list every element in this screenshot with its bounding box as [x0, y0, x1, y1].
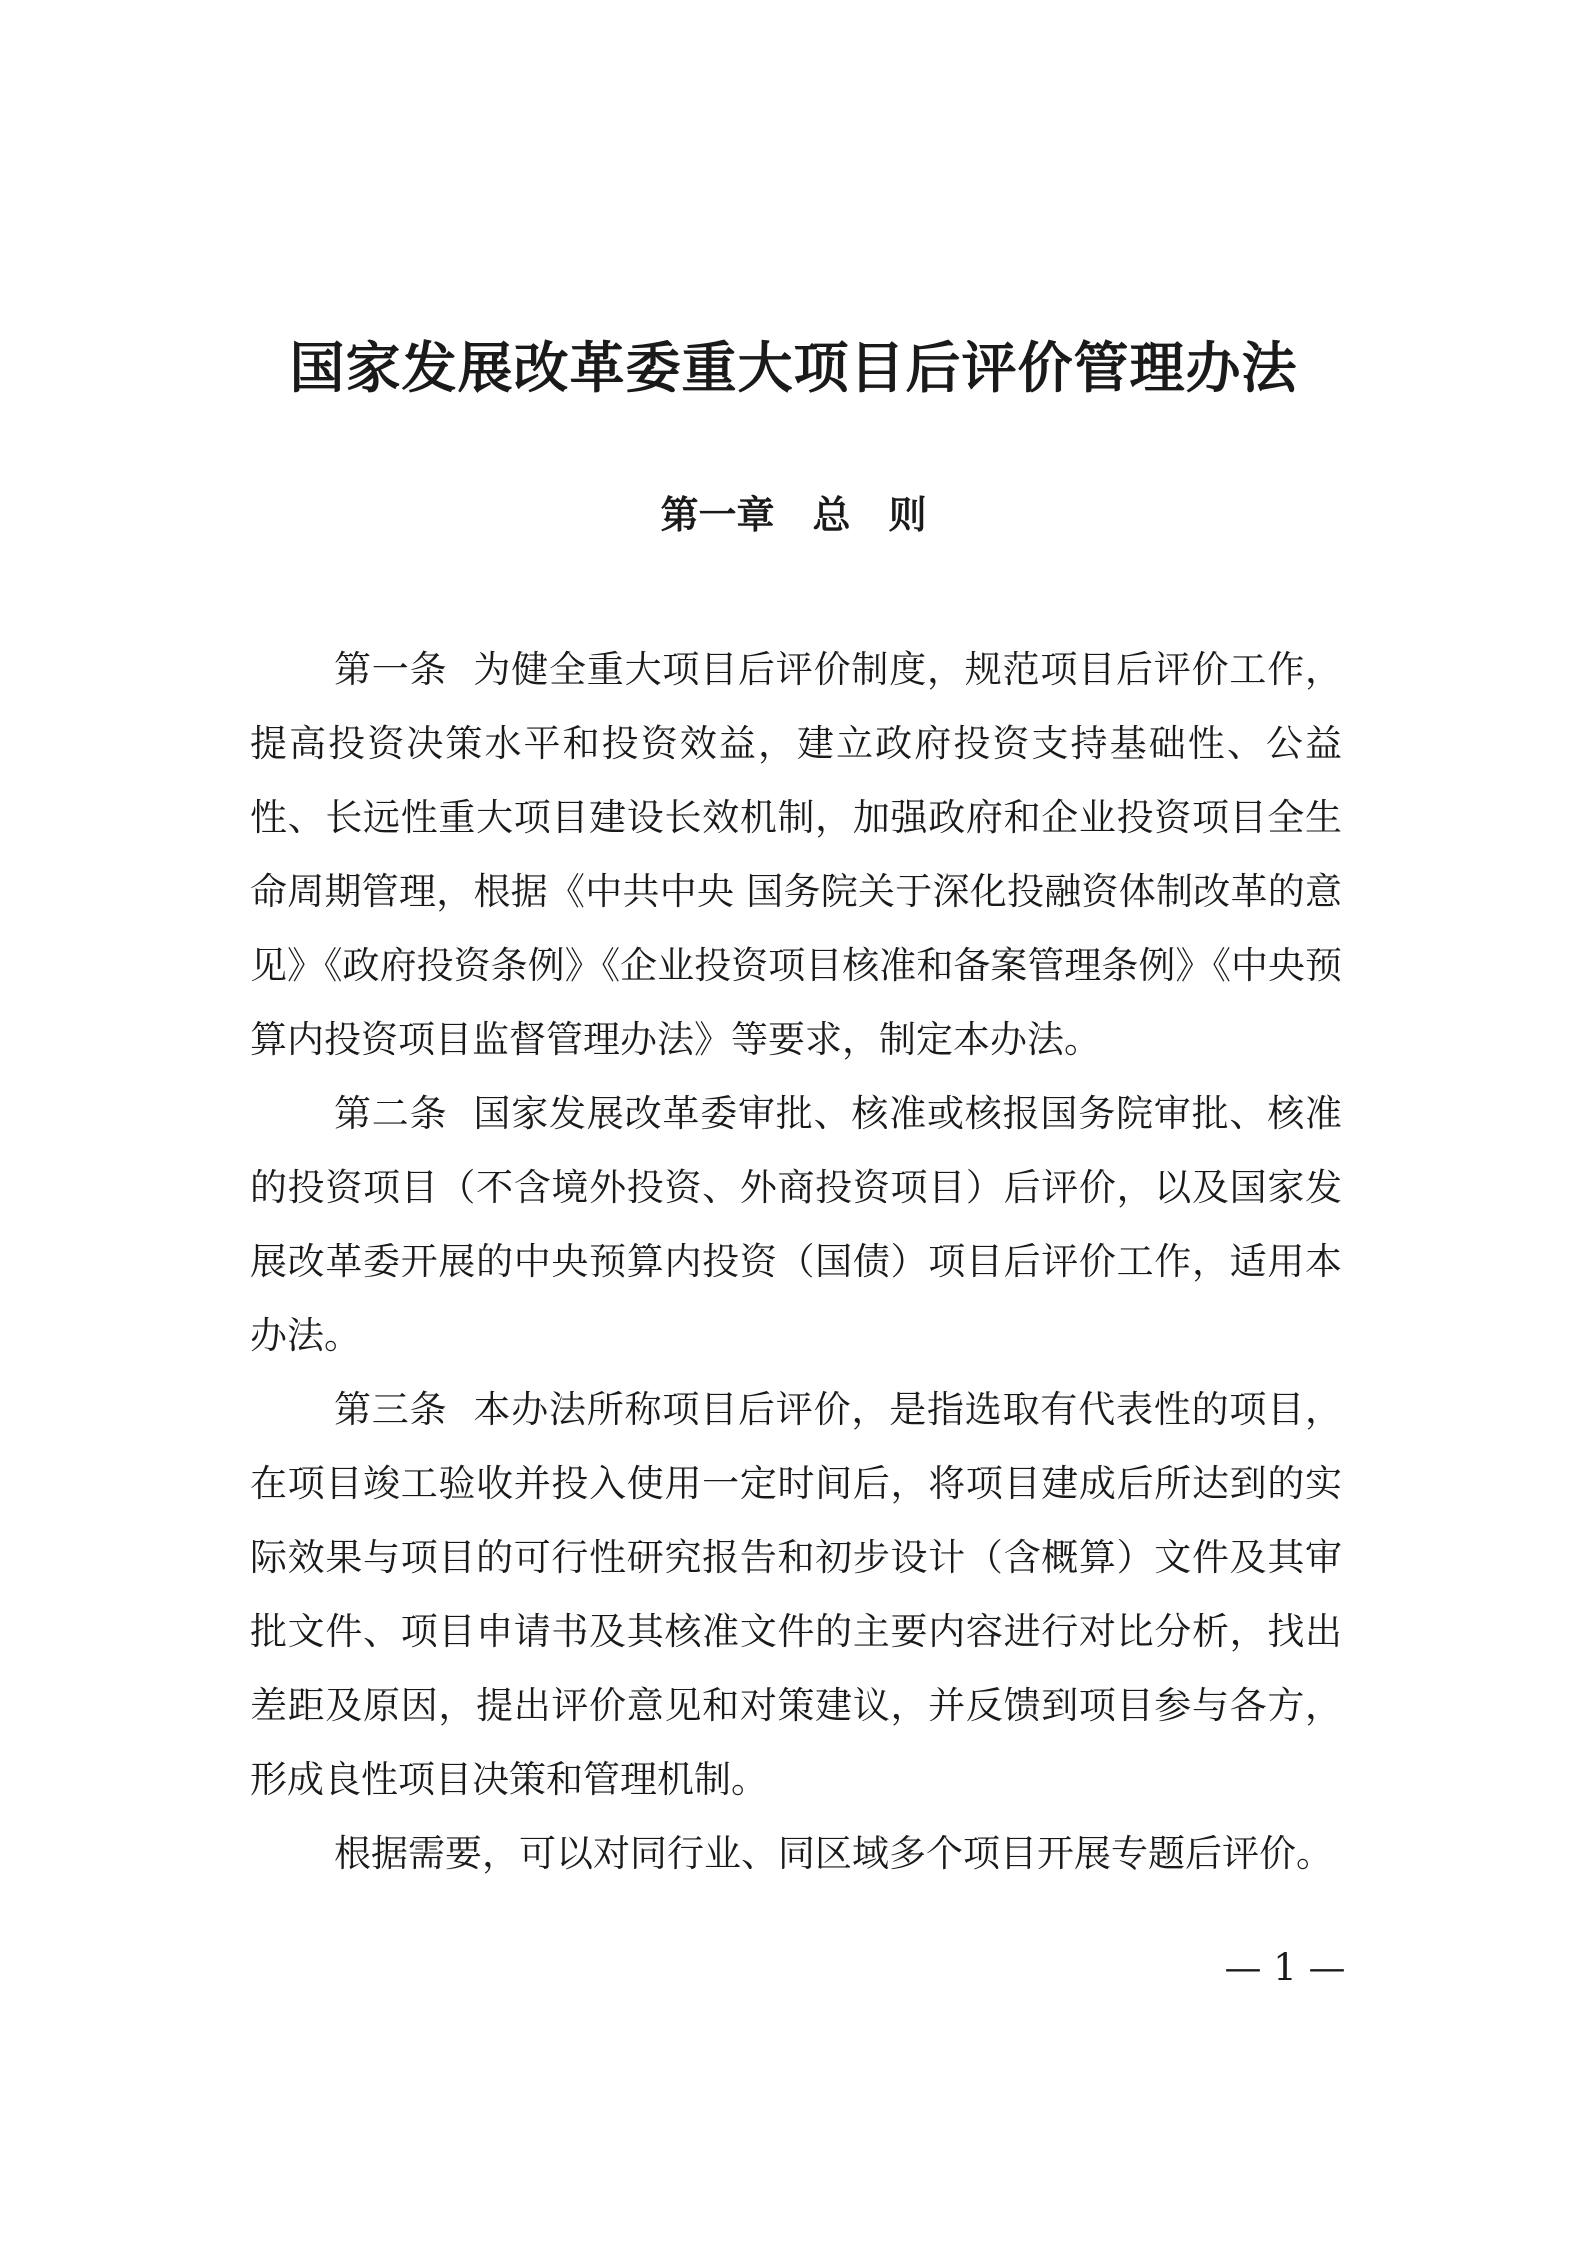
article-number: 第一条: [334, 648, 448, 691]
document-title: 国家发展改革委重大项目后评价管理办法: [289, 335, 1298, 400]
article-text: 为健全重大项目后评价制度，规范项目后评价工作，提高投资决策水平和投资效益，建立政府投资支持基础性、公益性、长远性重大项目建设长效机制，加强政府和企业投资项目全生命周期管理，根据《中共中央 国务院关于深化投融资体制改革的意见》《政府投资条例》《企业投资项目核准和备案管理条例》《中央预算内投资项目监督管理办法》等要求，制定本办法。: [250, 648, 1343, 1061]
supplementary-paragraph: [250, 1817, 1342, 1891]
article-text: 国家发展改革委审批、核准或核报国务院审批、核准的投资项目（不含境外投资、外商投资项目）后评价，以及国家发展改革委开展的中央预算内投资（国债）项目后评价工作，适用本办法。: [250, 1092, 1343, 1357]
document-body: [250, 633, 1342, 1891]
chapter-heading: 第一章 总 则: [660, 493, 927, 537]
page-number: — 1 —: [1224, 1946, 1346, 1989]
article-paragraph-1: [250, 633, 1342, 1077]
article-text: 本办法所称项目后评价，是指选取有代表性的项目，在项目竣工验收并投入使用一定时间后，将项目建成后所达到的实际效果与项目的可行性研究报告和初步设计（含概算）文件及其审批文件、项目申请书及其核准文件的主要内容进行对比分析，找出差距及原因，提出评价意见和对策建议，并反馈到项目参与各方，形成良性项目决策和管理机制。: [250, 1388, 1343, 1801]
article-paragraph-2: [250, 1077, 1342, 1373]
article-paragraph-3: [250, 1373, 1342, 1817]
article-number: 第二条: [334, 1092, 448, 1135]
article-number: 第三条: [334, 1388, 448, 1431]
paragraph-text: 根据需要，可以对同行业、同区域多个项目开展专题后评价。: [334, 1832, 1333, 1875]
